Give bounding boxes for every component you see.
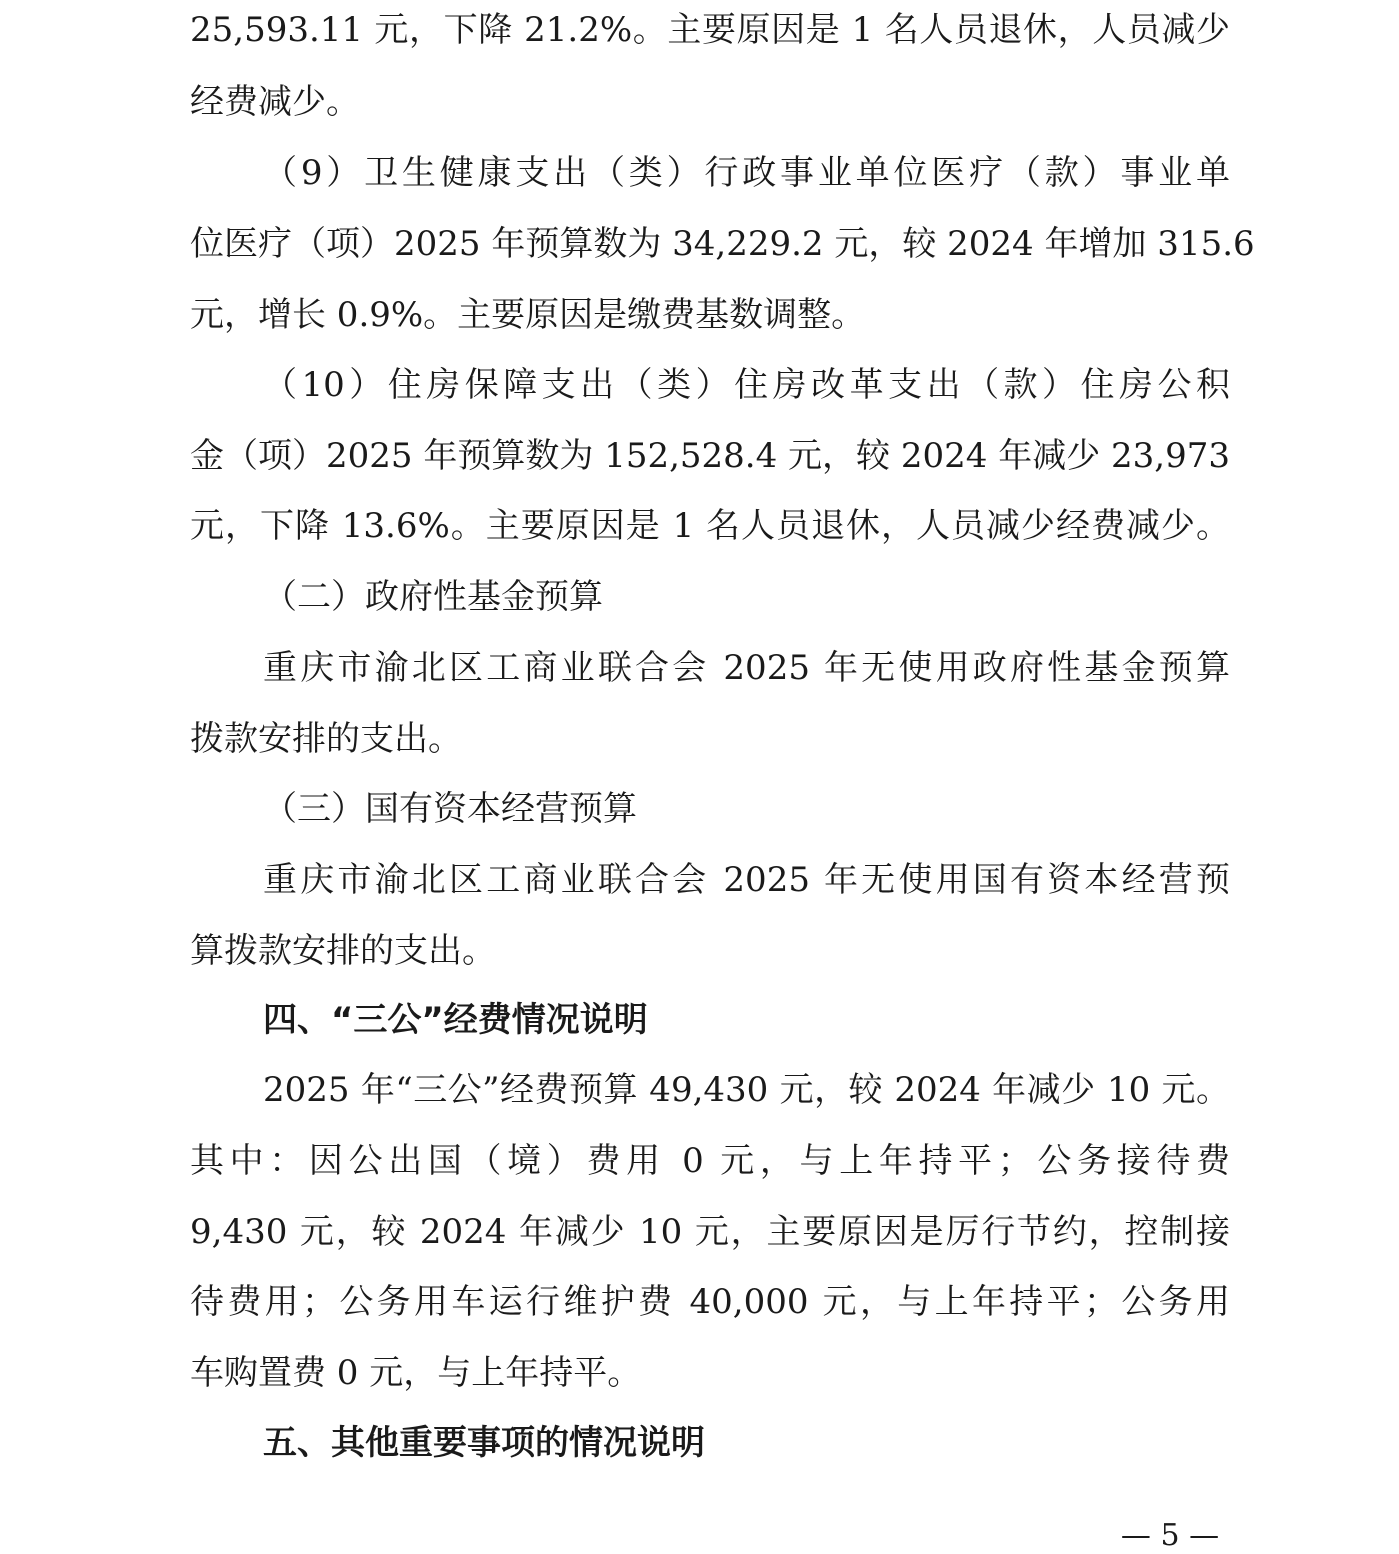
paragraph-line: （9）卫生健康支出（类）行政事业单位医疗（款）事业单	[263, 153, 1230, 193]
chapter-heading: 五、其他重要事项的情况说明	[263, 1423, 705, 1463]
paragraph-line: 9,430 元，较 2024 年减少 10 元，主要原因是厉行节约，控制接	[190, 1212, 1230, 1252]
paragraph-line: 拨款安排的支出。	[190, 719, 462, 759]
paragraph-line: 重庆市渝北区工商业联合会 2025 年无使用国有资本经营预	[263, 860, 1230, 900]
paragraph-line: 算拨款安排的支出。	[190, 931, 496, 971]
paragraph-line: 位医疗（项）2025 年预算数为 34,229.2 元，较 2024 年增加 315.6	[190, 224, 1255, 264]
paragraph-line: 重庆市渝北区工商业联合会 2025 年无使用政府性基金预算	[263, 648, 1230, 688]
page-number: — 5 —	[1120, 1518, 1220, 1553]
chapter-heading: 四、“三公”经费情况说明	[263, 1000, 648, 1040]
section-heading: （三）国有资本经营预算	[263, 789, 637, 829]
paragraph-line: 25,593.11 元，下降 21.2%。主要原因是 1 名人员退休，人员减少	[190, 10, 1230, 50]
paragraph-line: 待费用；公务用车运行维护费 40,000 元，与上年持平；公务用	[190, 1282, 1230, 1322]
paragraph-line: 其中：因公出国（境）费用 0 元，与上年持平；公务接待费	[190, 1141, 1230, 1181]
paragraph-line: 车购置费 0 元，与上年持平。	[190, 1353, 642, 1393]
paragraph-line: 2025 年“三公”经费预算 49,430 元，较 2024 年减少 10 元。	[263, 1070, 1230, 1110]
paragraph-line: 元，下降 13.6%。主要原因是 1 名人员退休，人员减少经费减少。	[190, 506, 1230, 546]
paragraph-line: 经费减少。	[190, 82, 360, 122]
paragraph-line: 元，增长 0.9%。主要原因是缴费基数调整。	[190, 295, 866, 335]
section-heading: （二）政府性基金预算	[263, 577, 603, 617]
paragraph-line: 金（项）2025 年预算数为 152,528.4 元，较 2024 年减少 23,973	[190, 436, 1230, 476]
paragraph-line: （10）住房保障支出（类）住房改革支出（款）住房公积	[263, 365, 1230, 405]
